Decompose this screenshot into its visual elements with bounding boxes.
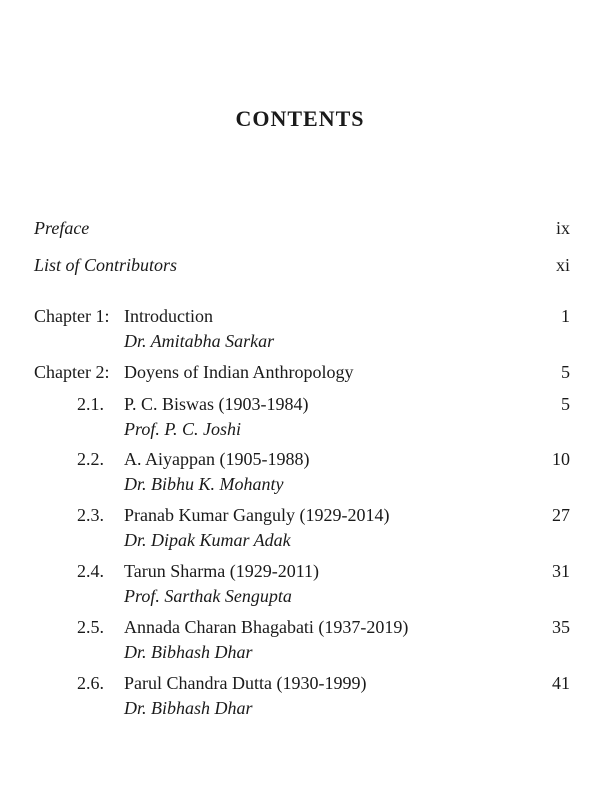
toc-page-number: 27 bbox=[552, 505, 570, 525]
toc-section-number: 2.4. bbox=[77, 561, 104, 581]
toc-page-number: 5 bbox=[561, 362, 570, 382]
toc-section-title: A. Aiyappan (1905-1988) bbox=[124, 449, 310, 469]
toc-section-number: 2.2. bbox=[77, 449, 104, 469]
toc-entry-section-2-5[interactable] bbox=[0, 614, 600, 640]
toc-entry-section-2-6[interactable] bbox=[0, 670, 600, 696]
toc-entry-chapter-2[interactable] bbox=[0, 359, 600, 385]
toc-section-title: Pranab Kumar Ganguly (1929-2014) bbox=[124, 505, 390, 525]
toc-section-title: Parul Chandra Dutta (1930-1999) bbox=[124, 673, 367, 693]
toc-author: Dr. Amitabha Sarkar bbox=[124, 331, 275, 351]
toc-author: Prof. Sarthak Sengupta bbox=[124, 586, 292, 606]
toc-entry-section-2-1[interactable] bbox=[0, 391, 600, 417]
toc-section-number: 2.6. bbox=[77, 673, 104, 693]
toc-entry-list-of-contributors[interactable] bbox=[0, 252, 600, 278]
toc-entry-section-2-3[interactable] bbox=[0, 502, 600, 528]
toc-page-number: 35 bbox=[552, 617, 570, 637]
toc-page-number: ix bbox=[555, 218, 570, 238]
toc-page-number: 41 bbox=[552, 673, 570, 693]
toc-author: Dr. Dipak Kumar Adak bbox=[124, 530, 291, 550]
toc-chapter-label: Chapter 2: bbox=[34, 362, 110, 382]
toc-author: Dr. Bibhu K. Mohanty bbox=[124, 474, 284, 494]
toc-section-number: 2.1. bbox=[77, 394, 104, 414]
toc-chapter-title: Doyens of Indian Anthropology bbox=[124, 362, 354, 382]
toc-section-title: Annada Charan Bhagabati (1937-2019) bbox=[124, 617, 409, 637]
toc-entry-chapter-1[interactable] bbox=[0, 303, 600, 329]
toc-entry-title: List of Contributors bbox=[34, 255, 178, 275]
toc-entry-section-2-4[interactable] bbox=[0, 558, 600, 584]
toc-section-title: Tarun Sharma (1929-2011) bbox=[124, 561, 320, 581]
toc-page-number: 10 bbox=[552, 449, 570, 469]
page-title: CONTENTS bbox=[235, 106, 365, 131]
toc-entry-preface[interactable] bbox=[0, 215, 600, 241]
toc-entry-section-2-2[interactable] bbox=[0, 446, 600, 472]
toc-page-number: 31 bbox=[552, 561, 570, 581]
toc-page-number: 5 bbox=[561, 394, 570, 414]
toc-entry-title: Preface bbox=[34, 218, 90, 238]
toc-page-number: 1 bbox=[561, 306, 570, 326]
toc-chapter-title: Introduction bbox=[124, 306, 213, 326]
toc-section-title: P. C. Biswas (1903-1984) bbox=[124, 394, 309, 414]
toc-section-number: 2.3. bbox=[77, 505, 104, 525]
toc-author: Dr. Bibhash Dhar bbox=[124, 642, 253, 662]
toc-page-number: xi bbox=[555, 255, 570, 275]
toc-author: Dr. Bibhash Dhar bbox=[124, 698, 253, 718]
toc-author: Prof. P. C. Joshi bbox=[124, 419, 242, 439]
toc-chapter-label: Chapter 1: bbox=[34, 306, 110, 326]
toc-section-number: 2.5. bbox=[77, 617, 104, 637]
